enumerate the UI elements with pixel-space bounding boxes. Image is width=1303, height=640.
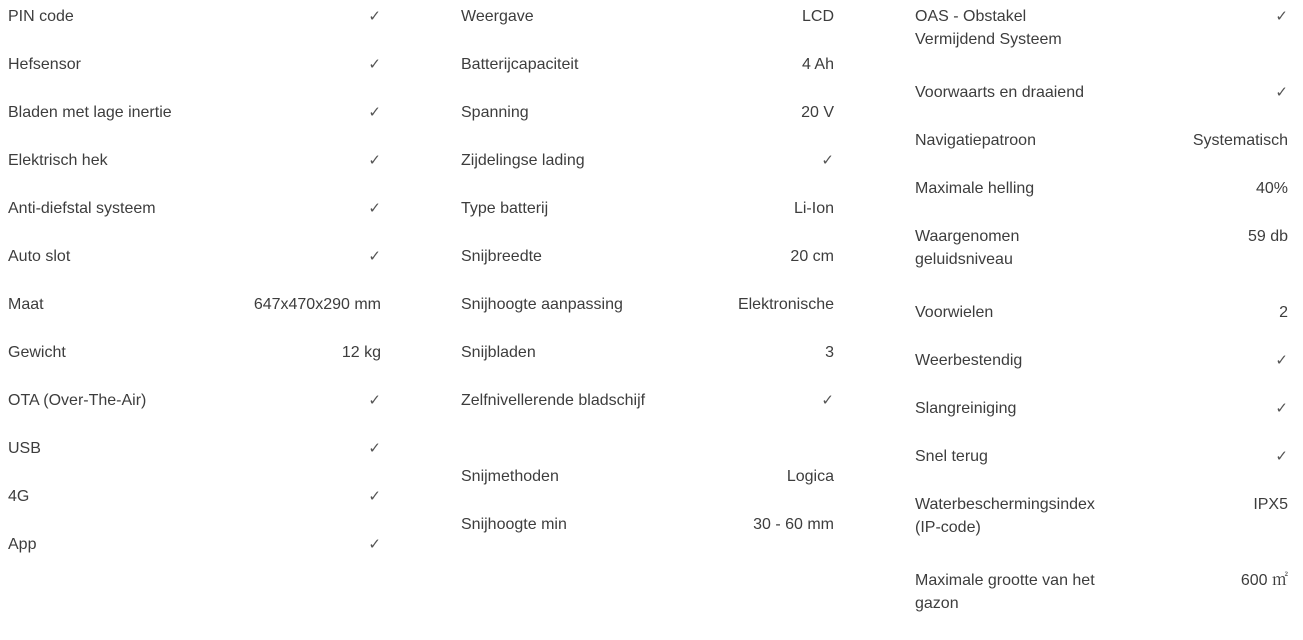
- spec-label: Elektrisch hek: [8, 152, 108, 169]
- check-icon: ✓: [368, 7, 381, 25]
- spec-row-weergave: [461, 0, 834, 48]
- spec-label: Voorwaarts en draaiend: [915, 84, 1084, 101]
- spec-value: Li-Ion: [793, 200, 834, 217]
- spec-row-voorwielen: [915, 296, 1288, 344]
- spec-label: Navigatiepatroon: [915, 132, 1036, 149]
- spec-label: OAS - Obstakel Vermijdend Systeem: [915, 8, 1062, 48]
- spec-row-maximale-helling: [915, 172, 1288, 220]
- spec-row-slangreiniging: [915, 392, 1288, 440]
- spec-row-geluidsniveau: [915, 220, 1288, 296]
- spec-row-snijhoogte-aanpassing: [461, 288, 834, 336]
- spec-label: Snijhoogte aanpassing: [461, 296, 623, 313]
- spec-value: 59 db: [1247, 228, 1288, 245]
- spec-label: Auto slot: [8, 248, 71, 265]
- spec-column-1: [8, 0, 381, 576]
- spec-value: 20 V: [801, 104, 834, 121]
- check-icon: ✓: [368, 151, 381, 169]
- spec-label: Snijhoogte min: [461, 516, 567, 533]
- spec-row-hefsensor: [8, 48, 381, 96]
- spec-value: 20 cm: [790, 248, 834, 265]
- check-icon: ✓: [1275, 351, 1288, 369]
- check-icon: ✓: [368, 391, 381, 409]
- spec-row-zelfnivellerende-bladschijf: [461, 384, 834, 460]
- spec-row-maat: [8, 288, 381, 336]
- spec-label: Maximale helling: [915, 180, 1035, 197]
- spec-value: 4 Ah: [801, 56, 834, 73]
- check-icon: ✓: [368, 439, 381, 457]
- spec-row-snijbreedte: [461, 240, 834, 288]
- spec-row-spanning: [461, 96, 834, 144]
- spec-row-zijdelingse-lading: [461, 144, 834, 192]
- check-icon: ✓: [368, 103, 381, 121]
- spec-label: Hefsensor: [8, 56, 81, 73]
- check-icon: ✓: [821, 391, 834, 409]
- check-icon: ✓: [1275, 447, 1288, 465]
- spec-row-navigatiepatroon: [915, 124, 1288, 172]
- spec-label: Gewicht: [8, 344, 66, 361]
- spec-label: PIN code: [8, 8, 74, 25]
- spec-label: App: [8, 536, 37, 553]
- spec-label: Waargenomen geluidsniveau: [915, 228, 1020, 268]
- spec-row-batterijcapaciteit: [461, 48, 834, 96]
- spec-label: Zelfnivellerende bladschijf: [461, 392, 646, 409]
- spec-label: 4G: [8, 488, 30, 505]
- spec-label: Maat: [8, 296, 44, 313]
- spec-row-anti-diefstal: [8, 192, 381, 240]
- check-icon: ✓: [368, 247, 381, 265]
- check-icon: ✓: [368, 199, 381, 217]
- check-icon: ✓: [821, 151, 834, 169]
- check-icon: ✓: [1275, 7, 1288, 25]
- spec-row-app: [8, 528, 381, 576]
- check-icon: ✓: [368, 55, 381, 73]
- spec-value: 3: [825, 344, 834, 361]
- spec-value: 600 ㎡: [1240, 572, 1288, 589]
- spec-value: IPX5: [1253, 496, 1288, 513]
- spec-label: Waterbeschermingsindex (IP-code): [915, 496, 1095, 536]
- spec-label: Voorwielen: [915, 304, 994, 321]
- spec-label: Snijbladen: [461, 344, 536, 361]
- check-icon: ✓: [368, 487, 381, 505]
- spec-label: Snijmethoden: [461, 468, 559, 485]
- spec-label: Weergave: [461, 8, 534, 25]
- spec-row-waterbescherming: [915, 488, 1288, 564]
- spec-label: OTA (Over-The-Air): [8, 392, 147, 409]
- spec-row-snel-terug: [915, 440, 1288, 488]
- spec-label: Spanning: [461, 104, 529, 121]
- spec-column-3: [915, 0, 1288, 640]
- check-icon: ✓: [368, 535, 381, 553]
- spec-row-snijhoogte-min: [461, 508, 834, 556]
- spec-row-bladen-lage-inertie: [8, 96, 381, 144]
- spec-row-4g: [8, 480, 381, 528]
- spec-label: Maximale grootte van het gazon: [915, 572, 1095, 612]
- spec-value: 12 kg: [341, 344, 381, 361]
- spec-label: Snel terug: [915, 448, 988, 465]
- spec-label: Weerbestendig: [915, 352, 1023, 369]
- spec-value: Elektronische: [737, 296, 834, 313]
- spec-label: Batterijcapaciteit: [461, 56, 579, 73]
- spec-row-gewicht: [8, 336, 381, 384]
- spec-value: LCD: [801, 8, 834, 25]
- spec-row-oas: [915, 0, 1288, 76]
- spec-row-elektrisch-hek: [8, 144, 381, 192]
- spec-label: USB: [8, 440, 41, 457]
- spec-label: Zijdelingse lading: [461, 152, 585, 169]
- spec-label: Bladen met lage inertie: [8, 104, 172, 121]
- spec-row-pin-code: [8, 0, 381, 48]
- check-icon: ✓: [1275, 83, 1288, 101]
- check-icon: ✓: [1275, 399, 1288, 417]
- spec-label: Type batterij: [461, 200, 549, 217]
- spec-value: 647x470x290 mm: [253, 296, 381, 313]
- spec-row-voorwaarts-draaiend: [915, 76, 1288, 124]
- spec-row-weerbestendig: [915, 344, 1288, 392]
- spec-row-snijmethoden: [461, 460, 834, 508]
- spec-column-2: [461, 0, 834, 556]
- spec-row-maximale-grootte-gazon: [915, 564, 1288, 640]
- spec-row-ota: [8, 384, 381, 432]
- spec-value: Logica: [786, 468, 834, 485]
- spec-value: Systematisch: [1192, 132, 1288, 149]
- spec-row-type-batterij: [461, 192, 834, 240]
- spec-row-snijbladen: [461, 336, 834, 384]
- spec-value: 30 - 60 mm: [753, 516, 834, 533]
- spec-value: 2: [1279, 304, 1288, 321]
- spec-row-auto-slot: [8, 240, 381, 288]
- spec-row-usb: [8, 432, 381, 480]
- spec-label: Anti-diefstal systeem: [8, 200, 156, 217]
- spec-label: Snijbreedte: [461, 248, 542, 265]
- spec-label: Slangreiniging: [915, 400, 1017, 417]
- spec-value: 40%: [1255, 180, 1288, 197]
